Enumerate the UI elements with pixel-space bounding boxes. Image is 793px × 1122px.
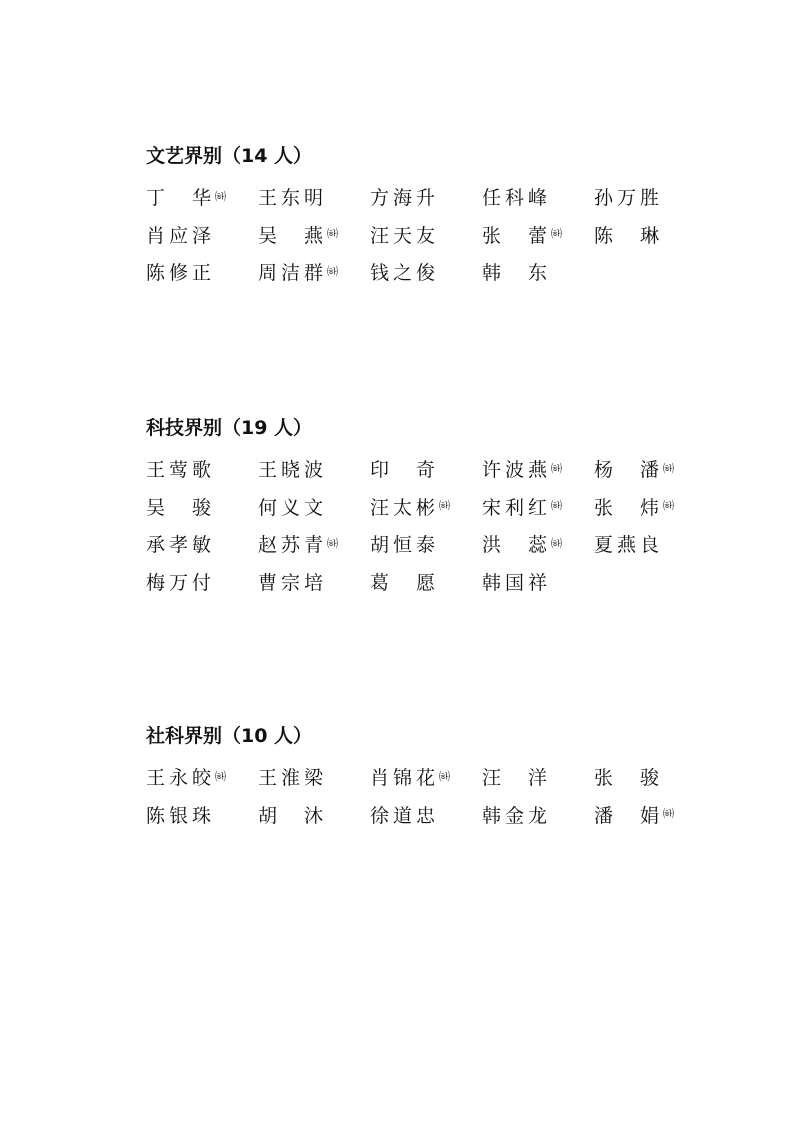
name-entry	[146, 525, 258, 563]
person-name: 潘 娟	[594, 804, 660, 827]
person-name: 孙万胜	[594, 187, 660, 210]
name-entry	[594, 450, 706, 488]
person-name: 何义文	[258, 496, 324, 519]
person-name: 肖锦花	[370, 767, 436, 790]
female-marker: ㈛	[551, 461, 562, 475]
person-name: 王淮梁	[258, 767, 324, 790]
name-entry	[370, 525, 482, 563]
person-name: 韩国祥	[482, 571, 548, 594]
person-name: 陈 琳	[594, 224, 660, 247]
section-arts	[146, 144, 706, 291]
name-entry	[370, 796, 482, 834]
person-name: 洪 蕊	[482, 534, 548, 557]
name-entry	[370, 253, 482, 291]
person-name: 徐道忠	[370, 804, 436, 827]
names-grid	[146, 450, 706, 600]
names-grid	[146, 178, 706, 291]
name-entry	[146, 796, 258, 834]
name-entry	[146, 758, 258, 796]
person-name: 印 奇	[370, 459, 436, 482]
person-name: 丁 华	[146, 187, 212, 210]
female-marker: ㈛	[327, 536, 338, 550]
section-science	[146, 416, 706, 600]
person-name: 陈银珠	[146, 804, 212, 827]
person-name: 张 炜	[594, 496, 660, 519]
name-entry	[258, 216, 370, 254]
female-marker: ㈛	[327, 264, 338, 278]
names-grid	[146, 758, 706, 833]
name-entry	[370, 450, 482, 488]
female-marker: ㈛	[663, 499, 674, 513]
person-name: 胡恒泰	[370, 534, 436, 557]
name-entry	[370, 216, 482, 254]
section-heading: 社科界别（10 人）	[146, 725, 313, 747]
name-entry	[594, 216, 706, 254]
person-name: 王永皎	[146, 767, 212, 790]
name-entry	[146, 488, 258, 526]
female-marker: ㈛	[551, 499, 562, 513]
person-name: 周洁群	[258, 262, 324, 285]
name-entry	[258, 178, 370, 216]
name-entry	[594, 178, 706, 216]
name-entry	[482, 178, 594, 216]
person-name: 方海升	[370, 187, 436, 210]
name-entry	[258, 525, 370, 563]
person-name: 承孝敏	[146, 534, 212, 557]
name-entry	[146, 563, 258, 601]
person-name: 张 骏	[594, 767, 660, 790]
person-name: 王东明	[258, 187, 324, 210]
female-marker: ㈛	[663, 807, 674, 821]
female-marker: ㈛	[215, 769, 226, 783]
name-entry	[482, 525, 594, 563]
person-name: 钱之俊	[370, 262, 436, 285]
name-entry	[258, 253, 370, 291]
person-name: 汪 洋	[482, 767, 548, 790]
name-entry	[594, 488, 706, 526]
name-entry	[146, 253, 258, 291]
name-entry	[258, 488, 370, 526]
name-entry	[258, 563, 370, 601]
name-entry	[482, 253, 594, 291]
name-entry	[594, 796, 706, 834]
person-name: 胡 沐	[258, 804, 324, 827]
person-name: 杨 潘	[594, 459, 660, 482]
name-entry	[482, 758, 594, 796]
person-name: 韩金龙	[482, 804, 548, 827]
person-name: 张 蕾	[482, 224, 548, 247]
female-marker: ㈛	[663, 461, 674, 475]
section-heading: 科技界别（19 人）	[146, 417, 313, 439]
person-name: 王莺歌	[146, 459, 212, 482]
person-name: 赵苏青	[258, 534, 324, 557]
person-name: 韩 东	[482, 262, 548, 285]
name-entry	[482, 488, 594, 526]
name-entry	[482, 450, 594, 488]
name-entry	[594, 758, 706, 796]
female-marker: ㈛	[551, 227, 562, 241]
name-entry	[258, 758, 370, 796]
person-name: 任科峰	[482, 187, 548, 210]
female-marker: ㈛	[327, 227, 338, 241]
name-entry	[482, 563, 594, 601]
name-entry	[482, 216, 594, 254]
person-name: 宋利红	[482, 496, 548, 519]
person-name: 肖应泽	[146, 224, 212, 247]
name-entry	[258, 796, 370, 834]
person-name: 王晓波	[258, 459, 324, 482]
person-name: 曹宗培	[258, 571, 324, 594]
section-social-science	[146, 724, 706, 833]
female-marker: ㈛	[439, 769, 450, 783]
name-entry	[482, 796, 594, 834]
person-name: 梅万付	[146, 571, 212, 594]
person-name: 汪天友	[370, 224, 436, 247]
person-name: 汪太彬	[370, 496, 436, 519]
name-entry	[594, 525, 706, 563]
female-marker: ㈛	[215, 189, 226, 203]
female-marker: ㈛	[551, 536, 562, 550]
name-entry	[258, 450, 370, 488]
person-name: 吴 燕	[258, 224, 324, 247]
female-marker: ㈛	[439, 499, 450, 513]
name-entry	[146, 216, 258, 254]
person-name: 夏燕良	[594, 534, 660, 557]
name-entry	[146, 450, 258, 488]
person-name: 葛 愿	[370, 571, 436, 594]
person-name: 陈修正	[146, 262, 212, 285]
person-name: 吴 骏	[146, 496, 212, 519]
name-entry	[370, 178, 482, 216]
name-entry	[370, 563, 482, 601]
person-name: 许波燕	[482, 459, 548, 482]
name-entry	[146, 178, 258, 216]
name-entry	[370, 758, 482, 796]
name-entry	[370, 488, 482, 526]
section-heading: 文艺界别（14 人）	[146, 145, 313, 167]
